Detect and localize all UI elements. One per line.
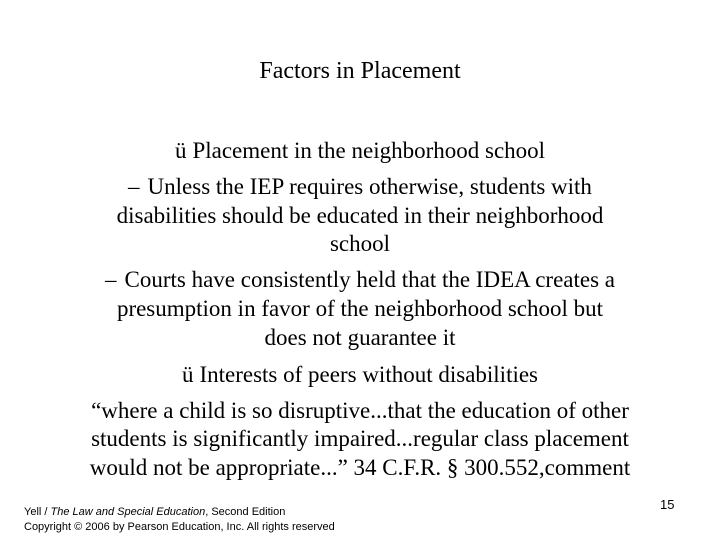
page-number: 15 bbox=[660, 497, 675, 512]
bullet-text: Interests of peers without disabilities bbox=[199, 362, 539, 387]
dash-icon: – bbox=[104, 267, 117, 292]
dash-icon: – bbox=[128, 174, 140, 199]
quote-line-3: would not be appropriate...” 34 C.F.R. § 300.552,comment bbox=[89, 455, 631, 480]
sub-bullet-text: Unless the IEP requires otherwise, students with bbox=[147, 174, 592, 199]
footer-author: Yell / bbox=[24, 506, 51, 518]
sub-bullet-iep-line-3: school bbox=[329, 231, 391, 256]
footer-copyright: Copyright © 2006 by Pearson Education, Inc. All rights reserved bbox=[24, 521, 335, 533]
bullet-neighborhood-school bbox=[0, 136, 720, 166]
sub-bullet-text: Courts have consistently held that the IDEA creates a bbox=[124, 267, 616, 292]
footer-book-title: The Law and Special Education bbox=[50, 506, 206, 518]
slide-title: Factors in Placement bbox=[259, 58, 461, 84]
sub-bullet-iep-line-1 bbox=[0, 172, 720, 202]
bullet-peer-interests bbox=[0, 360, 720, 390]
footer-book-line bbox=[24, 505, 335, 520]
sub-bullet-courts-line-3: does not guarantee it bbox=[264, 325, 456, 350]
footer-edition: , Second Edition bbox=[205, 506, 286, 518]
sub-bullet-iep-line-2: disabilities should be educated in their neighborhood bbox=[116, 203, 604, 228]
quote-line-1: “where a child is so disruptive...that the education of other bbox=[91, 398, 629, 423]
check-mark-icon: ü bbox=[181, 362, 194, 387]
quote-line-2: students is significantly impaired...regular class placement bbox=[91, 426, 629, 451]
footer-citation bbox=[24, 505, 335, 535]
sub-bullet-courts-line-2: presumption in favor of the neighborhood school but bbox=[116, 296, 604, 321]
sub-bullet-courts-line-1 bbox=[0, 265, 720, 295]
bullet-text: Placement in the neighborhood school bbox=[192, 138, 546, 163]
check-mark-icon: ü bbox=[174, 138, 187, 163]
